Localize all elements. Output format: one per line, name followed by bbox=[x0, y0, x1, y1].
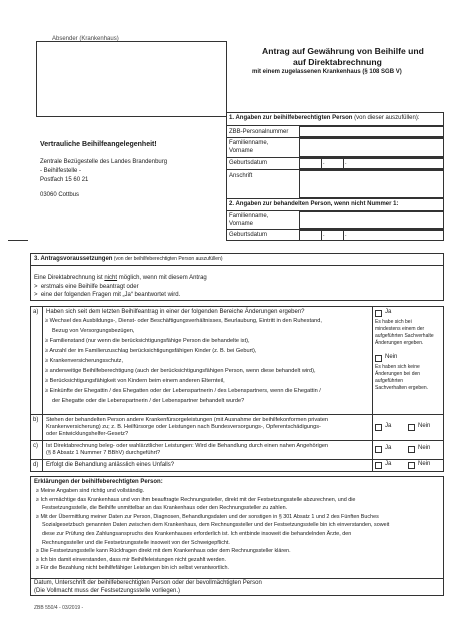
question-c-label: c) bbox=[33, 443, 38, 449]
question-a-nein-label: Nein bbox=[385, 354, 398, 360]
address-line2: - Beihilfestelle - bbox=[40, 168, 82, 174]
name-field-2[interactable] bbox=[299, 211, 444, 229]
vorname-label-2: Vorname bbox=[229, 221, 254, 227]
question-a-note2-l3: aufgeführten bbox=[375, 378, 404, 384]
question-c-line2: (§ 8 Absatz 1 Nummer 7 BBhV) durchgeführt? bbox=[46, 450, 161, 456]
question-b-line1: Stehen der behandelten Person andere Krankenfürsorgeleistungen (mit Ausnahme der beihilfekonformen privaten bbox=[46, 417, 329, 423]
anschrift-label: Anschrift bbox=[229, 173, 253, 179]
section2-heading: 2. Angaben zur behandelten Person, wenn nicht Nummer 1: bbox=[229, 201, 399, 207]
declaration-line: ≥ Ich ermächtige das Krankenhaus und von ihm beauftragte Rechnungssteller, direkt mit der Festsetzungsstelle abzurechnen, und die bbox=[36, 496, 356, 503]
sender-label: Absender (Krankenhaus) bbox=[52, 36, 119, 42]
question-b-nein-checkbox[interactable] bbox=[408, 424, 415, 431]
geburtsdatum-label-2: Geburtsdatum bbox=[229, 232, 268, 238]
form-footer: ZBB 550/4 - 03/2019 - bbox=[34, 605, 84, 611]
question-c-ja-checkbox[interactable] bbox=[375, 446, 382, 453]
question-b-line2: Krankenversicherung) zu; z. B. Heilfürsorge oder Leistungen nach Bundesversorgungs-, Opferentschädigungs- bbox=[46, 424, 321, 430]
section3-bullet-1: > erstmals eine Beihilfe beantragt oder bbox=[34, 284, 139, 290]
question-d-text: Erfolgt die Behandlung anlässlich eines Unfalls? bbox=[46, 462, 175, 468]
familienname-label: Familienname, bbox=[229, 140, 269, 146]
form-subtitle: mit einem zugelassenen Krankenhaus (§ 108 SGB V) bbox=[252, 69, 402, 75]
question-c-nein-checkbox[interactable] bbox=[408, 446, 415, 453]
question-d-ja-checkbox[interactable] bbox=[375, 462, 382, 469]
name-field[interactable] bbox=[299, 138, 444, 157]
declaration-line: Rechnungssteller und die Festsetzungsstelle insoweit von der Schweigepflicht. bbox=[42, 539, 230, 546]
question-a-item: ≥ Einkünfte der Ehegattin / des Ehegatten oder der Lebenspartnerin / des Lebenspartners, wenn die Ehegattin / bbox=[45, 388, 321, 394]
question-b-line3: oder Entwicklungshelfer-Gesetz? bbox=[46, 431, 129, 437]
question-a-ja-label: Ja bbox=[385, 309, 392, 315]
declaration-line: Sozialgesetzbuch genannten Daten zwischen dem Krankenhaus, dem Rechnungssteller und der Festsetzungsstelle bin ich einverstanden, soweit bbox=[42, 522, 390, 529]
question-a-note2-l1: Es haben sich keine bbox=[375, 364, 420, 370]
question-d-nein-label: Nein bbox=[418, 461, 431, 467]
declaration-heading: Erklärungen der beihilfeberechtigten Person: bbox=[34, 479, 163, 485]
question-a-nein-checkbox[interactable] bbox=[375, 355, 382, 362]
declaration-line: ≥ Meine Angaben sind richtig und vollständig. bbox=[36, 488, 145, 494]
question-a-item: ≥ Krankenversicherungsschutz, bbox=[45, 358, 124, 364]
question-a-note1-l1: Es habe sich bei bbox=[375, 319, 412, 325]
address-line4: 03060 Cottbus bbox=[40, 192, 80, 198]
question-a-ja-checkbox[interactable] bbox=[375, 310, 382, 317]
question-a-item: Bezug von Versorgungsbezügen, bbox=[52, 328, 135, 334]
declaration-line: ≥ Für die Bezahlung nicht beihilfefähiger Leistungen bin ich selbst verantwortlich. bbox=[36, 565, 229, 572]
question-a-note1-l4: Änderungen ergeben. bbox=[375, 340, 424, 346]
fold-mark bbox=[8, 240, 28, 241]
question-a-item: ≥ Berücksichtigungsfähigkeit von Kindern beim einem anderen Elternteil, bbox=[45, 378, 225, 384]
zbb-personalnummer-field[interactable] bbox=[299, 126, 444, 137]
question-c-ja-label: Ja bbox=[385, 445, 392, 451]
declaration-line: ≥ Mit der Übermittlung meiner Daten zur Person, Diagnosen, Behandlungsdaten und der sonstigen in § 301 Absatz 1 und 2 des Fünften Buches bbox=[36, 513, 379, 520]
section1-heading: 1. Angaben zur beihilfeberechtigten Person (von dieser auszufüllen): bbox=[229, 115, 420, 121]
section3-bullet-2: > eine der folgenden Fragen mit „Ja“ beantwortet wird. bbox=[34, 292, 181, 298]
question-c-line1: Ist Direktabrechnung beleg- oder wahlärztlicher Leistungen: Wird die Behandlung durch einen nahen Angehörigen bbox=[46, 443, 329, 449]
question-b-label: b) bbox=[33, 417, 39, 423]
declaration-line: ≥ Ich bin damit einverstanden, dass mir Beihilfeleistungen nicht gezahlt werden. bbox=[36, 556, 226, 563]
question-a-item: ≥ Wechsel des Ausbildungs-, Dienst- oder Beschäftigungsverhältnisses, Beurlaubung, Eintritt in den Ruhestand, bbox=[45, 318, 322, 324]
form-title-line2: auf Direktabrechnung bbox=[293, 57, 382, 67]
question-c-nein-label: Nein bbox=[418, 445, 431, 451]
question-a-note2-l4: Sachverhalten ergeben. bbox=[375, 385, 429, 391]
question-b-ja-label: Ja bbox=[385, 423, 392, 429]
question-a-item: der Ehegatte oder die Lebenspartnerin / der Lebenspartner behandelt wurde? bbox=[52, 398, 245, 404]
address-line3: Postfach 15 60 21 bbox=[40, 177, 89, 183]
vorname-label: Vorname bbox=[229, 148, 254, 154]
declaration-line: Festsetzungsstelle, die Beihilfe unmittelbar an das Krankenhaus oder den Rechnungssteller zu zahlen. bbox=[42, 505, 288, 512]
question-a-item: ≥ anderweitige Beihilfeberechtigung (auch der berücksichtigungsfähigen Person, wenn diese behandelt wird), bbox=[45, 368, 316, 374]
sender-box[interactable] bbox=[36, 41, 227, 117]
question-d-ja-label: Ja bbox=[385, 461, 392, 467]
question-d-nein-checkbox[interactable] bbox=[408, 462, 415, 469]
geburtsdatum-label: Geburtsdatum bbox=[229, 160, 268, 166]
address-line1: Zentrale Bezügestelle des Landes Brandenburg bbox=[40, 159, 168, 165]
question-a-label: a) bbox=[33, 309, 39, 315]
question-a-note1-l2: mindestens einem der bbox=[375, 326, 425, 332]
form-title-line1: Antrag auf Gewährung von Beihilfe und bbox=[262, 46, 424, 56]
question-d-label: d) bbox=[33, 462, 39, 468]
declaration-line: ≥ Die Festsetzungsstelle kann Rückfragen direkt mit dem Krankenhaus oder dem Rechnungssteller klären. bbox=[36, 548, 291, 555]
question-a-note2-l2: Änderungen bei den bbox=[375, 371, 421, 377]
zbb-personalnummer-label: ZBB-Personalnummer bbox=[229, 129, 289, 135]
question-a-note1-l3: aufgeführten Sachverhalte bbox=[375, 333, 434, 339]
question-b-nein-label: Nein bbox=[418, 423, 431, 429]
question-b-ja-checkbox[interactable] bbox=[375, 424, 382, 431]
confidential-notice: Vertrauliche Beihilfeangelegenheit! bbox=[40, 141, 157, 148]
signature-label-2: (Die Vollmacht muss der Festsetzungsstelle vorliegen.) bbox=[34, 588, 181, 594]
declaration-line: diese zur Prüfung des Zahlungsanspruchs des Krankenhauses erforderlich ist. Ich entbinde insoweit die behandelnden Ärzte, den bbox=[42, 531, 352, 537]
section3-intro: Eine Direktabrechnung ist nicht möglich, wenn mit diesem Antrag bbox=[34, 275, 207, 281]
anschrift-field[interactable] bbox=[299, 170, 444, 198]
section3-heading: 3. Antragsvoraussetzungen (von der beihilfeberechtigten Person auszufüllen) bbox=[34, 256, 223, 262]
familienname-label-2: Familienname, bbox=[229, 213, 269, 219]
question-a-item: ≥ Familienstand (nur wenn die berücksichtigungsfähige Person die behandelte ist), bbox=[45, 338, 250, 344]
question-a-text: Haben sich seit dem letzten Beihilfeantrag in einer der folgenden Bereiche Änderungen ergeben? bbox=[46, 309, 305, 315]
signature-label-1: Datum, Unterschrift der beihilfeberechtigten Person oder der bevollmächtigten Person bbox=[34, 580, 262, 586]
question-a-item: ≥ Anzahl der im Familienzuschlag berücksichtigungsfähigen Kinder (z. B. bei Geburt), bbox=[45, 348, 257, 354]
